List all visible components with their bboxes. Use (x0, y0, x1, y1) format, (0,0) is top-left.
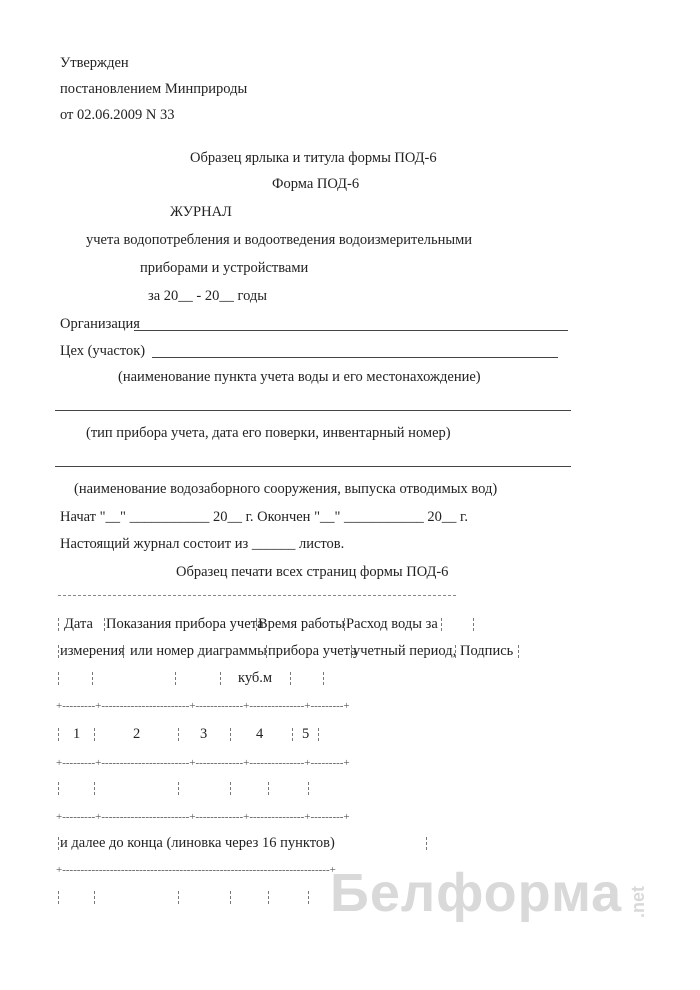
header-date: Дата (64, 616, 93, 632)
col-sep (92, 672, 93, 685)
col-sep (58, 728, 59, 741)
header-signature: Подпись (460, 643, 514, 659)
col-sep (58, 782, 59, 795)
col-sep (220, 672, 221, 685)
col-sep (318, 728, 319, 741)
journal-years: за 20__ - 20__ годы (148, 288, 268, 304)
table-separator: +---------+------------------------+-------------+---------------+---------+ (56, 700, 350, 712)
col-sep (178, 728, 179, 741)
table-separator: +---------+------------------------+-------------+---------------+---------+ (56, 811, 350, 823)
intake-caption: (наименование водозаборного сооружения, выпуска отводимых вод) (74, 481, 498, 497)
col-sep (58, 891, 59, 904)
col-sep (308, 891, 309, 904)
belforma-watermark: Белформа (330, 863, 623, 923)
col-sep (351, 645, 352, 658)
approval-line-3: от 02.06.2009 N 33 (60, 107, 175, 123)
col-sep (323, 672, 324, 685)
col-sep (230, 891, 231, 904)
col-sep (344, 618, 345, 631)
col-number-2: 2 (133, 726, 141, 742)
col-sep (518, 645, 519, 658)
col-number-5: 5 (302, 726, 310, 742)
header-water-use: Расход воды за (346, 616, 438, 632)
col-sep (308, 782, 309, 795)
organization-label: Организация (60, 316, 140, 332)
header-readings: Показания прибора учета (106, 616, 264, 632)
col-sep (94, 728, 95, 741)
approval-line-2: постановлением Минприроды (60, 81, 248, 97)
col-sep (268, 782, 269, 795)
col-sep (178, 782, 179, 795)
workshop-label: Цех (участок) (60, 343, 146, 359)
col-sep (473, 618, 474, 631)
col-sep (58, 837, 59, 850)
table-separator: +---------+------------------------+-------------+---------------+---------+ (56, 757, 350, 769)
header-period: учетный период, (353, 643, 457, 659)
header-diagram: или номер диаграммы (130, 643, 267, 659)
col-sep (441, 618, 442, 631)
belforma-watermark-tld: .net (628, 885, 648, 918)
col-sep (178, 891, 179, 904)
col-sep (175, 672, 176, 685)
journal-subtitle-2: приборами и устройствами (140, 260, 309, 276)
header-unit: куб.м (238, 670, 273, 686)
col-sep (58, 645, 59, 658)
table-title: Образец печати всех страниц формы ПОД-6 (176, 564, 449, 580)
device-line (55, 410, 571, 411)
col-sep (256, 618, 257, 631)
col-sep (94, 782, 95, 795)
form-name: Форма ПОД-6 (272, 176, 360, 192)
col-sep (230, 782, 231, 795)
col-sep (266, 645, 267, 658)
col-sep (58, 672, 59, 685)
header-device: прибора учета (268, 643, 357, 659)
col-sep (455, 645, 456, 658)
sheets-count: Настоящий журнал состоит из ______ листов. (60, 536, 345, 552)
journal-subtitle-1: учета водопотребления и водоотведения водоизмерительными (86, 232, 473, 248)
col-sep (123, 645, 124, 658)
col-sep (104, 618, 105, 631)
col-sep (426, 837, 427, 850)
sample-title: Образец ярлыка и титула формы ПОД-6 (190, 150, 437, 166)
header-worktime: Время работы (258, 616, 346, 632)
col-sep (268, 891, 269, 904)
workshop-line (152, 357, 558, 358)
table-top-border (58, 595, 456, 596)
col-number-1: 1 (73, 726, 81, 742)
header-measure: измерения (60, 643, 125, 659)
point-caption: (наименование пункта учета воды и его местонахождение) (118, 369, 481, 385)
device-caption: (тип прибора учета, дата его поверки, инвентарный номер) (86, 425, 451, 441)
col-sep (94, 891, 95, 904)
intake-line (55, 466, 571, 467)
col-sep (230, 728, 231, 741)
col-sep (292, 728, 293, 741)
continuation-note: и далее до конца (линовка через 16 пунктов) (60, 835, 335, 851)
journal-title: ЖУРНАЛ (170, 204, 232, 220)
table-separator-long: +-------------------------------------------------------------------------+ (56, 864, 336, 876)
col-sep (290, 672, 291, 685)
started-ended: Начат "__" ___________ 20__ г. Окончен "__" ___________ 20__ г. (60, 509, 468, 525)
approval-line-1: Утвержден (60, 55, 129, 71)
organization-line (134, 330, 568, 331)
col-number-4: 4 (256, 726, 264, 742)
col-sep (58, 618, 59, 631)
col-number-3: 3 (200, 726, 208, 742)
